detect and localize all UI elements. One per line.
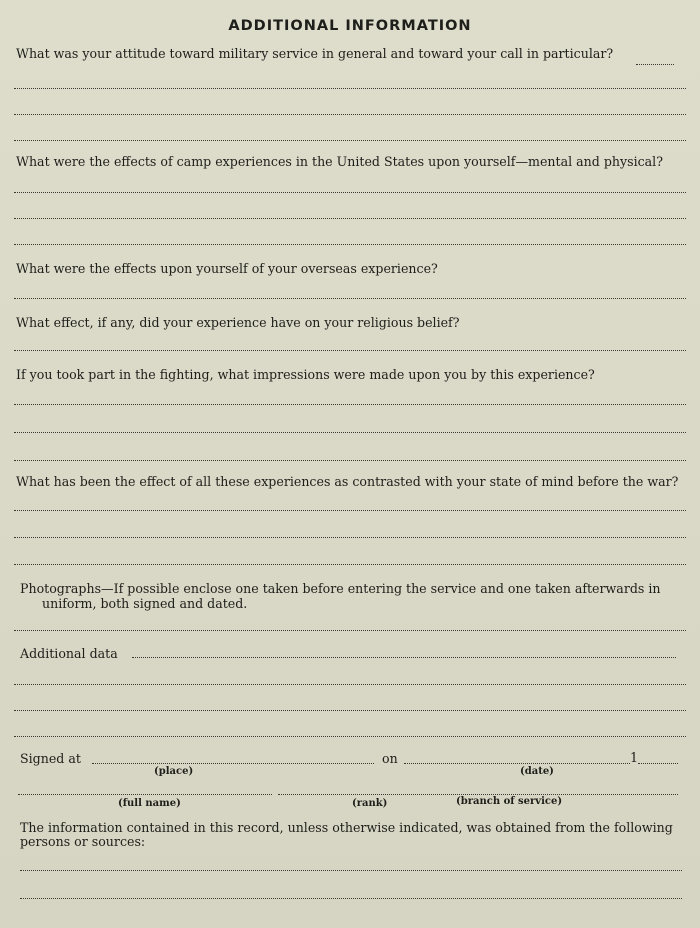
- year-prefix: 1: [630, 750, 639, 765]
- full-name-field[interactable]: [18, 794, 272, 795]
- place-caption: (place): [154, 766, 194, 777]
- answer-line-additional-2[interactable]: [14, 710, 686, 711]
- answer-line-mind-2[interactable]: [14, 537, 686, 538]
- answer-line-overseas-1[interactable]: [14, 298, 686, 299]
- question-camp-effects: What were the effects of camp experiences in the United States upon yourself—mental and physical?: [16, 154, 663, 169]
- date-caption: (date): [520, 766, 554, 777]
- additional-data-field[interactable]: [132, 657, 676, 658]
- answer-line-attitude-lead[interactable]: [636, 64, 674, 65]
- answer-line-mind-1[interactable]: [14, 510, 686, 511]
- photographs-instruction: [20, 581, 685, 611]
- answer-line-religious-1[interactable]: [14, 350, 686, 351]
- full-name-caption: (full name): [118, 798, 181, 809]
- answer-line-mind-3[interactable]: [14, 564, 686, 565]
- question-religious-belief: What effect, if any, did your experience have on your religious belief?: [16, 315, 460, 330]
- answer-line-fighting-2[interactable]: [14, 432, 686, 433]
- answer-line-sources-1[interactable]: [20, 870, 682, 871]
- question-state-of-mind: What has been the effect of all these experiences as contrasted with your state of mind before the war?: [16, 474, 679, 489]
- question-attitude: What was your attitude toward military service in general and toward your call in particular?: [16, 46, 614, 61]
- question-overseas-effects: What were the effects upon yourself of your overseas experience?: [16, 261, 438, 276]
- answer-line-fighting-3[interactable]: [14, 460, 686, 461]
- signed-at-label: Signed at: [20, 751, 81, 766]
- answer-line-attitude-1[interactable]: [14, 88, 686, 89]
- form-title: ADDITIONAL INFORMATION: [228, 18, 472, 34]
- answer-line-additional-3[interactable]: [14, 736, 686, 737]
- signed-year-field[interactable]: [638, 763, 678, 764]
- answer-line-camp-2[interactable]: [14, 218, 686, 219]
- answer-line-attitude-3[interactable]: [14, 140, 686, 141]
- photographs-line-1: Photographs—If possible enclose one taken before entering the service and one taken afterwards in: [20, 581, 661, 596]
- on-label: on: [382, 751, 398, 766]
- additional-data-label: Additional data: [20, 646, 118, 661]
- signed-date-field[interactable]: [404, 763, 630, 764]
- answer-line-camp-1[interactable]: [14, 192, 686, 193]
- answer-line-sources-2[interactable]: [20, 898, 682, 899]
- photographs-line-2: uniform, both signed and dated.: [42, 596, 248, 611]
- answer-line-fighting-1[interactable]: [14, 404, 686, 405]
- answer-line-photographs-1[interactable]: [14, 630, 686, 631]
- sources-line-1: The information contained in this record, unless otherwise indicated, was obtained from the following: [20, 820, 673, 835]
- rank-caption: (rank): [352, 798, 388, 809]
- answer-line-additional-1[interactable]: [14, 684, 686, 685]
- signed-at-place-field[interactable]: [92, 763, 374, 764]
- sources-line-2: persons or sources:: [20, 834, 146, 849]
- answer-line-attitude-2[interactable]: [14, 114, 686, 115]
- sources-statement: [20, 821, 685, 849]
- answer-line-camp-3[interactable]: [14, 244, 686, 245]
- rank-branch-field[interactable]: [278, 794, 678, 795]
- branch-caption: (branch of service): [456, 796, 563, 807]
- question-fighting-impressions: If you took part in the fighting, what impressions were made upon you by this experience?: [16, 367, 595, 382]
